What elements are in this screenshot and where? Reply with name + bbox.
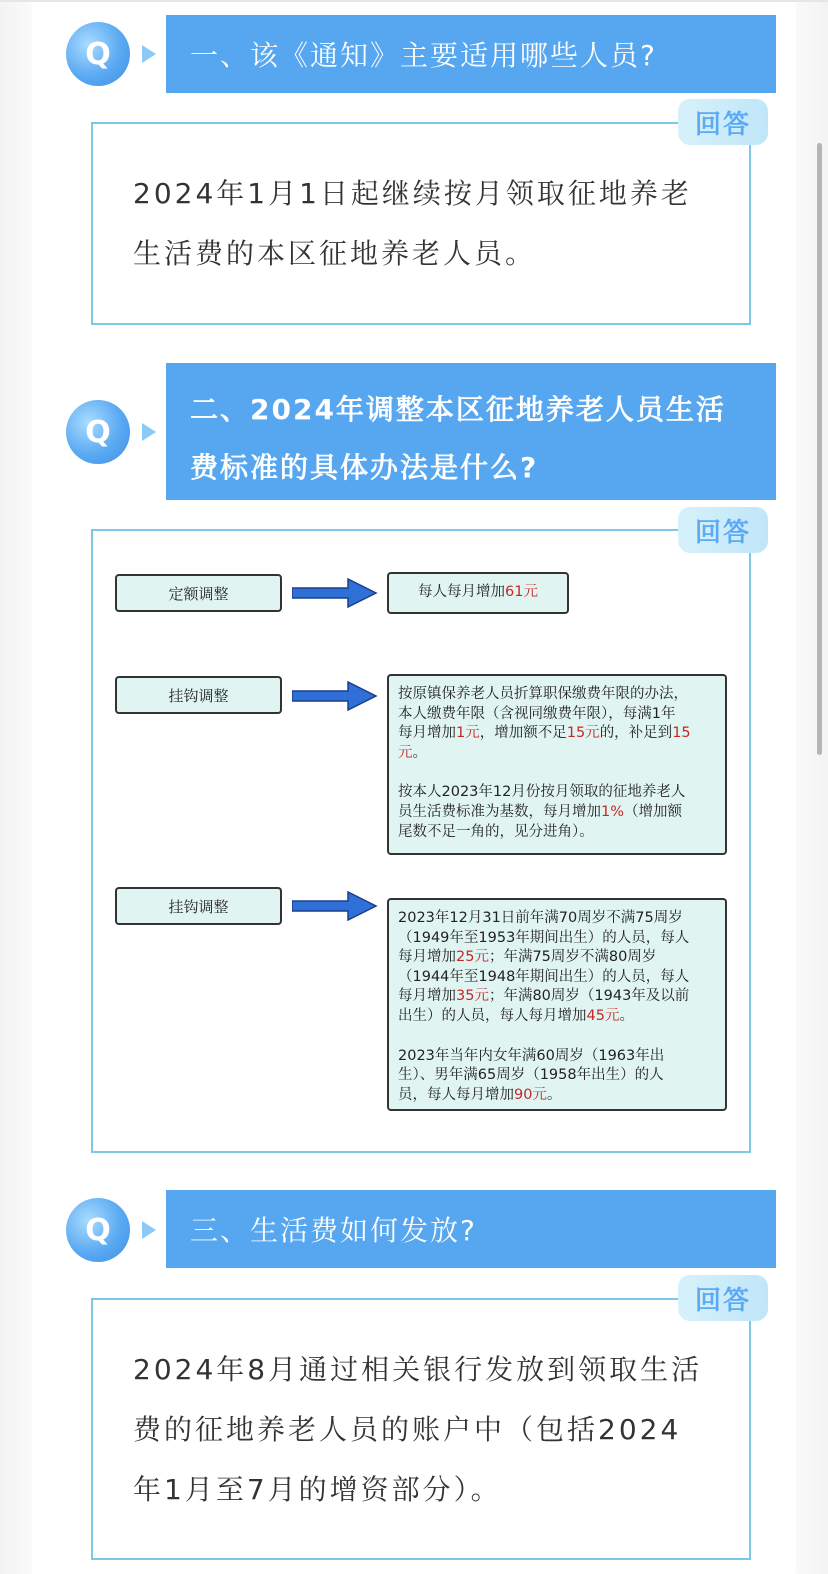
question-2-line-1: 二、2024年调整本区征地养老人员生活: [190, 393, 726, 426]
fixed-amount-text: 每人每月增加: [418, 584, 506, 601]
answer-2-tag: 回答: [678, 507, 768, 553]
detail-line: 按本人2023年12月份按月领取的征地养老人: [398, 784, 686, 801]
detail-line: 每月增加25元；年满75周岁不满80周岁: [398, 949, 657, 966]
q-badge-icon: Q: [66, 1198, 130, 1262]
right-margin: [796, 0, 828, 1574]
answer-3-line-3: 年1月至7月的增资部分）。: [133, 1473, 502, 1506]
detail-line: 按原镇保养老人员折算职保缴费年限的办法，: [398, 686, 688, 702]
method-detail-linked-2: [387, 898, 727, 1111]
method-label-linked: 挂钩调整: [115, 887, 282, 925]
top-divider: [0, 0, 828, 2]
detail-line: 生）、男年满65周岁（1958年出生）的人: [398, 1067, 664, 1084]
detail-line: 2023年12月31日前年满70周岁不满75周岁: [398, 910, 683, 926]
q-badge-icon: Q: [66, 22, 130, 86]
detail-line: 2023年当年内女年满60周岁（1963年出: [398, 1047, 665, 1064]
pointer-arrow-icon: [142, 45, 156, 63]
right-arrow-icon: [292, 681, 378, 711]
question-1-title: [166, 15, 776, 93]
answer-3-tag: 回答: [678, 1275, 768, 1321]
answer-1-text: [133, 164, 692, 284]
right-arrow-icon: [292, 891, 378, 921]
answer-3-line-2: 费的征地养老人员的账户中（包括2024: [133, 1413, 682, 1446]
question-3-title: [166, 1190, 776, 1268]
detail-line: （1949年至1953年期间出生）的人员，每人: [398, 929, 690, 946]
pointer-arrow-icon: [142, 423, 156, 441]
method-label-linked: 挂钩调整: [115, 676, 282, 714]
pointer-arrow-icon: [142, 1221, 156, 1239]
left-margin: [0, 0, 32, 1574]
detail-line: 每月增加35元；年满80周岁（1943年及以前: [398, 988, 690, 1005]
detail-line: 员生活费标准为基数，每月增加1%（增加额: [398, 803, 683, 820]
method-detail-linked-1: [387, 674, 727, 855]
question-2-line-2: 费标准的具体办法是什么?: [190, 451, 539, 484]
method-result-fixed: [387, 572, 569, 614]
answer-3-text: [133, 1340, 702, 1520]
answer-1-tag: 回答: [678, 99, 768, 145]
question-1-text: 一、该《通知》主要适用哪些人员?: [190, 39, 657, 72]
question-3-text: 三、生活费如何发放?: [190, 1214, 477, 1247]
fixed-amount-value: 61元: [505, 584, 538, 601]
q-badge-icon: Q: [66, 400, 130, 464]
answer-1-line-1: 2024年1月1日起继续按月领取征地养老: [133, 177, 692, 210]
question-2-title: [166, 363, 776, 500]
detail-line: 员，每人每月增加90元。: [398, 1086, 562, 1103]
answer-3-line-1: 2024年8月通过相关银行发放到领取生活: [133, 1353, 703, 1386]
right-arrow-icon: [292, 578, 378, 608]
detail-line: 元。: [398, 744, 427, 761]
detail-line: 每月增加1元，增加额不足15元的，补足到15: [398, 725, 691, 742]
answer-1-line-2: 生活费的本区征地养老人员。: [133, 237, 537, 270]
detail-line: 出生）的人员，每人每月增加45元。: [398, 1007, 634, 1024]
scrollbar[interactable]: [817, 143, 822, 755]
detail-line: 尾数不足一角的，见分进角）。: [398, 823, 594, 840]
detail-line: 本人缴费年限（含视同缴费年限），每满1年: [398, 705, 676, 722]
detail-line: （1944年至1948年期间出生）的人员，每人: [398, 968, 690, 985]
method-label-fixed: 定额调整: [115, 574, 282, 612]
